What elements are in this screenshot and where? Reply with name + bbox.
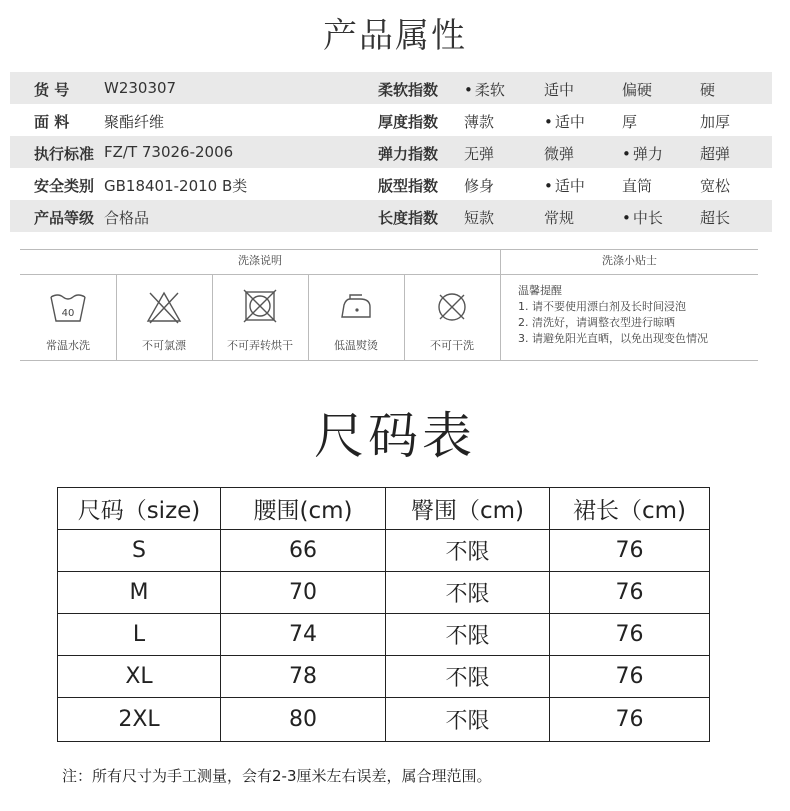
waist-header-cell: 腰围(cm) [221, 488, 386, 530]
care-symbol-label: 不可弄转烘干 [227, 339, 293, 352]
care-symbol [212, 275, 308, 361]
no-bleach-icon [144, 289, 184, 325]
index-option: • 柔软 [464, 79, 505, 100]
size-note: 注：所有尺寸为手工测量，会有2-3厘米左右误差，属合理范围。 [62, 767, 492, 785]
attribute-value: W230307 [104, 79, 177, 97]
care-tips-header: 洗涤小贴士 [602, 254, 657, 267]
tip-item: 2. 清洗好，请调整衣型进行晾晒 [518, 316, 675, 329]
size-table-row [58, 572, 710, 614]
care-symbol [20, 275, 116, 361]
table-cell: 不限 [386, 656, 550, 698]
size-table-row [58, 656, 710, 698]
index-option: 微弹 [544, 145, 575, 163]
size-table-row [58, 614, 710, 656]
low-iron-icon [336, 289, 376, 325]
care-tips [518, 283, 758, 347]
index-option: 修身 [464, 177, 495, 195]
table-cell: 76 [550, 572, 710, 614]
index-option: • 弹力 [622, 143, 663, 164]
index-option: 加厚 [700, 113, 731, 131]
table-cell: 不限 [386, 572, 550, 614]
care-symbol [404, 275, 500, 361]
table-cell: 66 [221, 530, 386, 572]
index-option: 超长 [700, 209, 731, 227]
index-option: 厚 [622, 113, 638, 131]
index-option: • 适中 [544, 175, 585, 196]
size-table [57, 487, 710, 742]
care-symbol [308, 275, 404, 361]
care-section [20, 249, 758, 361]
care-symbol-label: 不可氯漂 [142, 339, 186, 352]
index-option: 硬 [700, 81, 716, 99]
attribute-value: 聚酯纤维 [104, 113, 165, 131]
index-label: 长度指数 [378, 209, 439, 227]
table-cell: 2XL [58, 698, 221, 742]
index-option: 适中 [544, 81, 575, 99]
index-option: 薄款 [464, 113, 495, 131]
index-option: 短款 [464, 209, 495, 227]
table-cell: 74 [221, 614, 386, 656]
index-label: 柔软指数 [378, 81, 439, 99]
hip-header-cell: 臀围（cm) [386, 488, 550, 530]
attribute-label: 产品等级 [34, 209, 95, 227]
table-cell: XL [58, 656, 221, 698]
length-header-cell: 裙长（cm) [550, 488, 710, 530]
care-instructions-header: 洗涤说明 [238, 254, 282, 267]
attribute-row [10, 72, 772, 104]
attribute-row [10, 168, 772, 200]
table-cell: 70 [221, 572, 386, 614]
no-tumble-dry-icon [240, 289, 280, 325]
size-table-row [58, 698, 710, 742]
tip-item: 3. 请避免阳光直晒，以免出现变色情况 [518, 332, 708, 345]
table-cell: 76 [550, 698, 710, 742]
table-cell: M [58, 572, 221, 614]
attributes-table [10, 72, 772, 232]
table-cell: 76 [550, 614, 710, 656]
table-cell: 不限 [386, 614, 550, 656]
attribute-label: 货 号 [34, 81, 70, 99]
table-cell: S [58, 530, 221, 572]
no-dry-clean-icon [432, 289, 472, 325]
index-option: 超弹 [700, 145, 731, 163]
size-chart-title: 尺码表 [314, 407, 476, 465]
attribute-row [10, 200, 772, 232]
attribute-label: 执行标准 [34, 145, 95, 163]
attribute-value: GB18401-2010 B类 [104, 177, 248, 195]
index-option: 直筒 [622, 177, 653, 195]
index-option: 常规 [544, 209, 575, 227]
attributes-title: 产品属性 [323, 16, 467, 56]
table-cell: 76 [550, 530, 710, 572]
table-cell: 80 [221, 698, 386, 742]
care-symbol-label: 低温熨烫 [334, 339, 378, 352]
index-option: 宽松 [700, 177, 731, 195]
tip-item: 1. 请不要使用漂白剂及长时间浸泡 [518, 300, 686, 313]
index-label: 厚度指数 [378, 113, 439, 131]
wash-40-icon [48, 289, 88, 325]
attribute-row [10, 104, 772, 136]
attribute-value: 合格品 [104, 209, 150, 227]
attribute-row [10, 136, 772, 168]
wash-temp: 40 [61, 308, 75, 319]
index-label: 版型指数 [378, 177, 439, 195]
attribute-label: 安全类别 [34, 177, 95, 195]
table-cell: 不限 [386, 530, 550, 572]
index-option: 偏硬 [622, 81, 653, 99]
care-symbol-label: 不可干洗 [430, 339, 474, 352]
table-cell: 76 [550, 656, 710, 698]
size-header-cell: 尺码（size) [58, 488, 221, 530]
index-label: 弹力指数 [378, 145, 439, 163]
attribute-value: FZ/T 73026-2006 [104, 143, 234, 161]
table-cell: L [58, 614, 221, 656]
index-option: • 适中 [544, 111, 585, 132]
index-option: 无弹 [464, 145, 495, 163]
index-option: • 中长 [622, 207, 663, 228]
care-symbol-label: 常温水洗 [46, 339, 90, 352]
table-cell: 不限 [386, 698, 550, 742]
table-cell: 78 [221, 656, 386, 698]
care-symbol [116, 275, 212, 361]
size-table-row [58, 530, 710, 572]
attribute-label: 面 料 [34, 113, 70, 131]
size-table-header-row [58, 488, 710, 530]
tips-title: 温馨提醒 [518, 284, 562, 297]
